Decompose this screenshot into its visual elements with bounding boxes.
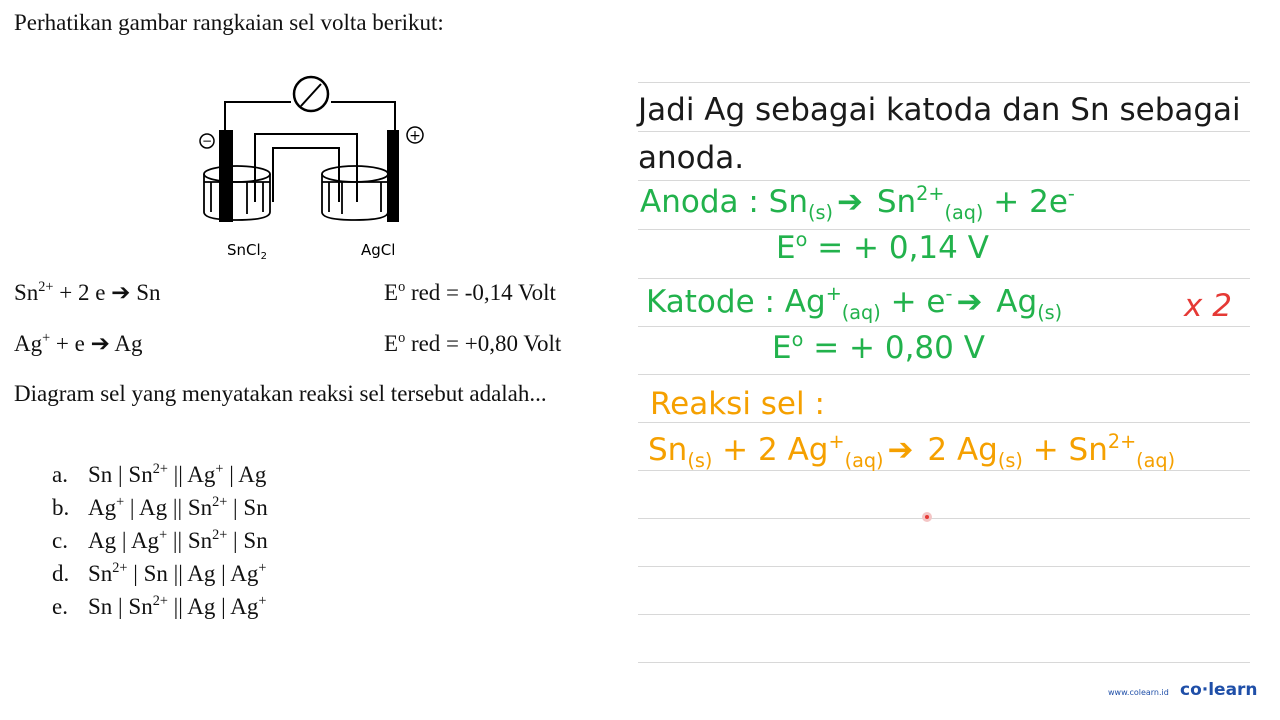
question-title: Perhatikan gambar rangkaian sel volta berikut:	[14, 10, 444, 35]
note-rule	[638, 518, 1250, 519]
reaksi-sel-equation: $Sn_{(s)} + 2$ $Ag^+_{(aq)}$ ➔ 2 $Ag_{(s)} + Sn^{2+}_{(aq)}$	[648, 430, 1176, 472]
e-red-ag: $E^o$ red = +0,80 Volt	[384, 330, 562, 356]
note-rule	[638, 131, 1250, 132]
katode-reaction: Katode : $Ag^+_{(aq)} + e^-$ ➔ $Ag_{(s)}$	[646, 282, 1063, 324]
note-rule	[638, 326, 1250, 327]
note-rule	[638, 278, 1250, 279]
pointer-dot-icon	[922, 512, 932, 522]
note-line-2: anoda.	[638, 140, 745, 176]
note-rule	[638, 82, 1250, 83]
question-prompt: Diagram sel yang menyatakan reaksi sel tersebut adalah...	[14, 381, 547, 406]
option-a[interactable]: a. Sn | $Sn^{2+}$ || Ag+ | Ag	[52, 461, 267, 487]
note-rule	[638, 614, 1250, 615]
option-d[interactable]: d. $Sn^{2+}$ | Sn || Ag | Ag+	[52, 560, 267, 586]
katode-potential: $E^o$ = + 0,80 V	[772, 328, 985, 366]
note-rule	[638, 374, 1250, 375]
note-rule	[638, 422, 1250, 423]
half-reaction-ag: Ag+ + e ➔ Ag	[14, 330, 143, 356]
option-c[interactable]: c. Ag | Ag+ || $Sn^{2+}$ | Sn	[52, 527, 268, 553]
note-line-1: Jadi Ag sebagai katoda dan Sn sebagai	[638, 92, 1241, 128]
note-rule	[638, 566, 1250, 567]
sncl2-label: SnCl$_2$	[227, 241, 268, 262]
option-b[interactable]: b. Ag+ | Ag || $Sn^{2+}$ | Sn	[52, 494, 268, 520]
anoda-reaction: Anoda : $Sn_{(s)}$ ➔ $Sn^{2+}_{(aq)} + 2e^-$	[640, 182, 1075, 224]
multiply-two: x 2	[1184, 288, 1232, 324]
volta-cell-diagram	[195, 62, 435, 267]
plus-sign: +	[409, 128, 421, 144]
minus-sign: −	[201, 134, 213, 148]
option-e[interactable]: e. Sn | $Sn^{2+}$ || Ag | Ag+	[52, 593, 267, 619]
anoda-potential: $E^o$ = + 0,14 V	[776, 228, 989, 266]
e-red-sn: $E^o$ red = -0,14 Volt	[384, 279, 556, 305]
footer-url[interactable]: www.colearn.id	[1108, 688, 1169, 697]
colearn-logo: co·learn	[1180, 680, 1258, 700]
agcl-label: AgCl	[361, 241, 396, 259]
half-reaction-sn: $Sn^{2+} + 2$ e ➔ Sn	[14, 279, 161, 305]
note-rule	[638, 662, 1250, 663]
reaksi-label: Reaksi sel :	[650, 386, 825, 422]
note-rule	[638, 180, 1250, 181]
